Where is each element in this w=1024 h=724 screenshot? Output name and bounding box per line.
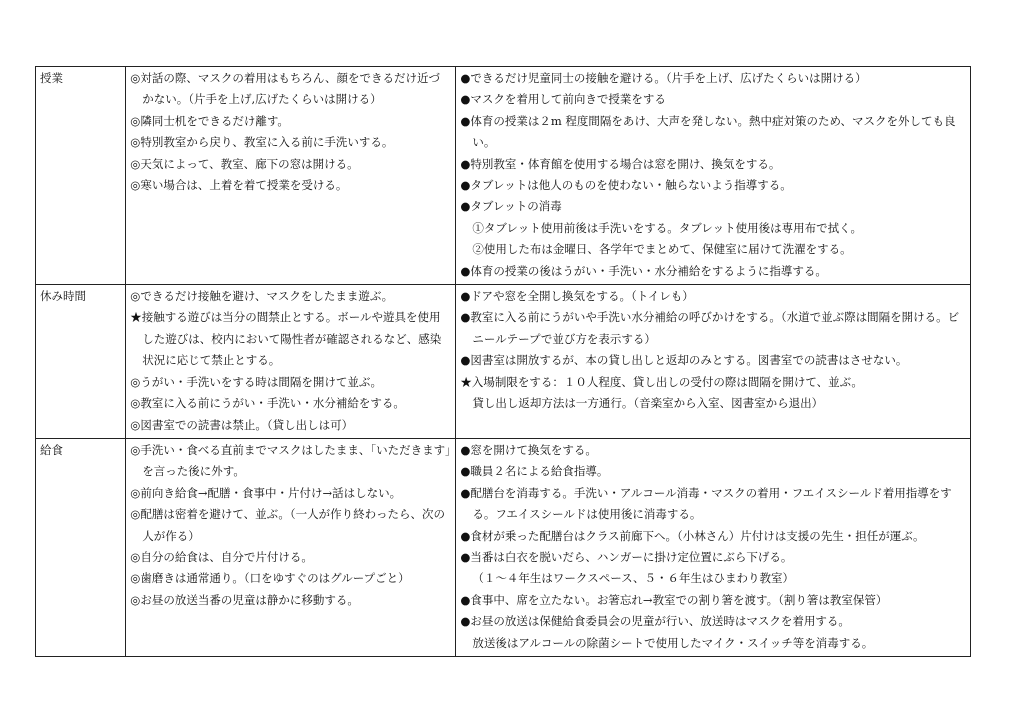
category-cell (36, 438, 126, 656)
list-item: ●教室に入る前にうがいや手洗い水分補給の呼びかけをする。（水道で並ぶ際は間隔を開ける。ビニールテープで並び方を表示する） (460, 310, 960, 346)
list-item: ◎配膳は密着を避けて、並ぶ。（一人が作り終わったら、次の人が作る） (130, 507, 445, 543)
list-item: ◎対話の際、マスクの着用はもちろん、顔をできるだけ近づかない。（片手を上げ,広げたくらいは開ける） (130, 71, 441, 107)
teacher-rules-cell (456, 285, 971, 439)
list-item: ◎教室に入る前にうがい・手洗い・水分補給をする。 (130, 396, 405, 411)
list-item: ●食事中、席を立たない。お箸忘れ→教室での割り箸を渡す。（割り箸は教室保管） (460, 592, 888, 607)
category-cell (36, 67, 126, 285)
list-subitem: 貸し出し返却方法は一方通行。（音楽室から入室、図書室から退出） (472, 396, 824, 411)
list-item: ●職員２名による給食指導。 (460, 464, 609, 479)
category-label: 授業 (40, 71, 63, 85)
category-label: 給食 (40, 442, 63, 457)
list-item: ●窓を開けて換気をする。 (460, 442, 597, 457)
table-row (36, 285, 971, 439)
list-subitem: 放送後はアルコールの除菌シートで使用したマイク・スイッチ等を消毒する。 (472, 635, 874, 650)
list-item: ◎歯磨きは通常通り。（口をゆすぐのはグループごと） (130, 571, 410, 586)
list-item: ◎隣同士机をできるだけ離す。 (130, 113, 289, 128)
list-item: ★接触する遊びは当分の間禁止とする。ボールや遊具を使用した遊びは、校内において陽性者が確認されるなど、感染状況に応じて禁止とする。 (130, 310, 442, 368)
list-item: ●タブレットは他人のものを使わない・触らないよう指導する。 (460, 178, 792, 193)
list-subitem: ②使用した布は金曜日、各学年でまとめて、保健室に届けて洗濯をする。 (472, 242, 852, 257)
list-item: ◎前向き給食→配膳・食事中・片付け→話はしない。 (130, 485, 402, 500)
list-item: ●当番は白衣を脱いだら、ハンガーに掛け定位置にぶら下げる。 (460, 549, 793, 564)
list-item: ◎うがい・手洗いをする時は間隔を開けて並ぶ。 (130, 374, 383, 389)
list-item: ●お昼の放送は保健給食委員会の児童が行い、放送時はマスクを着用する。 (460, 614, 850, 629)
category-label: 休み時間 (40, 289, 86, 304)
children-rules-cell (126, 285, 456, 439)
list-item: ★入場制限をする：１０人程度、貸し出しの受付の際は間隔を開けて、並ぶ。 (460, 374, 863, 389)
table-row (36, 67, 971, 285)
children-rules-cell (126, 438, 456, 656)
list-item: ◎できるだけ接触を避け、マスクをしたまま遊ぶ。 (130, 289, 394, 304)
teacher-rules-cell (456, 67, 971, 285)
list-item: ◎自分の給食は、自分で片付ける。 (130, 549, 313, 564)
list-item: ◎天気によって、教室、廊下の窓は開ける。 (130, 156, 359, 171)
list-item: ◎図書室での読書は禁止。（貸し出しは可） (130, 417, 354, 432)
list-item: ●マスクを着用して前向きで授業をする (460, 92, 666, 107)
list-item: ◎手洗い・食べる直前までマスクはしたまま、「いただきます」を言った後に外す。 (130, 442, 451, 479)
list-item: ●体育の授業は２m 程度間隔をあけ、大声を発しない。熱中症対策のため、マスクを外しても良い。 (460, 113, 956, 150)
list-item: ●できるだけ児童同士の接触を避ける。（片手を上げ、広げたくらいは開ける） (460, 71, 867, 85)
list-item: ◎特別教室から戻り、教室に入る前に手洗いする。 (130, 135, 394, 150)
list-subitem: （１～４年生はワークスペース、５・６年生はひまわり教室） (472, 571, 794, 586)
list-subitem: ①タブレット使用前後は手洗いをする。タブレット使用後は専用布で拭く。 (472, 220, 862, 235)
category-cell (36, 285, 126, 439)
table-row (36, 438, 971, 656)
list-item: ●図書室は開放するが、本の貸し出しと返却のみとする。図書室での読書はさせない。 (460, 353, 908, 368)
list-item: ●配膳台を消毒する。手洗い・アルコール消毒・マスクの着用・フエイスシールド着用指導をする。フエイスシールドは使用後に消毒する。 (460, 485, 952, 522)
list-item: ●タブレットの消毒 (460, 199, 562, 214)
children-rules-cell (126, 67, 456, 285)
list-item: ●体育の授業の後はうがい・手洗い・水分補給をするように指導する。 (460, 263, 827, 278)
guideline-table (35, 66, 971, 657)
teacher-rules-cell (456, 438, 971, 656)
list-item: ●食材が乗った配膳台はクラス前廊下へ。（小林さん）片付けは支援の先生・担任が運ぶ。 (460, 528, 925, 543)
list-item: ◎お昼の放送当番の児童は静かに移動する。 (130, 592, 359, 607)
list-item: ●ドアや窓を全開し換気をする。（トイレも） (460, 289, 694, 304)
list-item: ◎寒い場合は、上着を着て授業を受ける。 (130, 178, 348, 193)
list-item: ●特別教室・体育館を使用する場合は窓を開け、換気をする。 (460, 156, 781, 171)
